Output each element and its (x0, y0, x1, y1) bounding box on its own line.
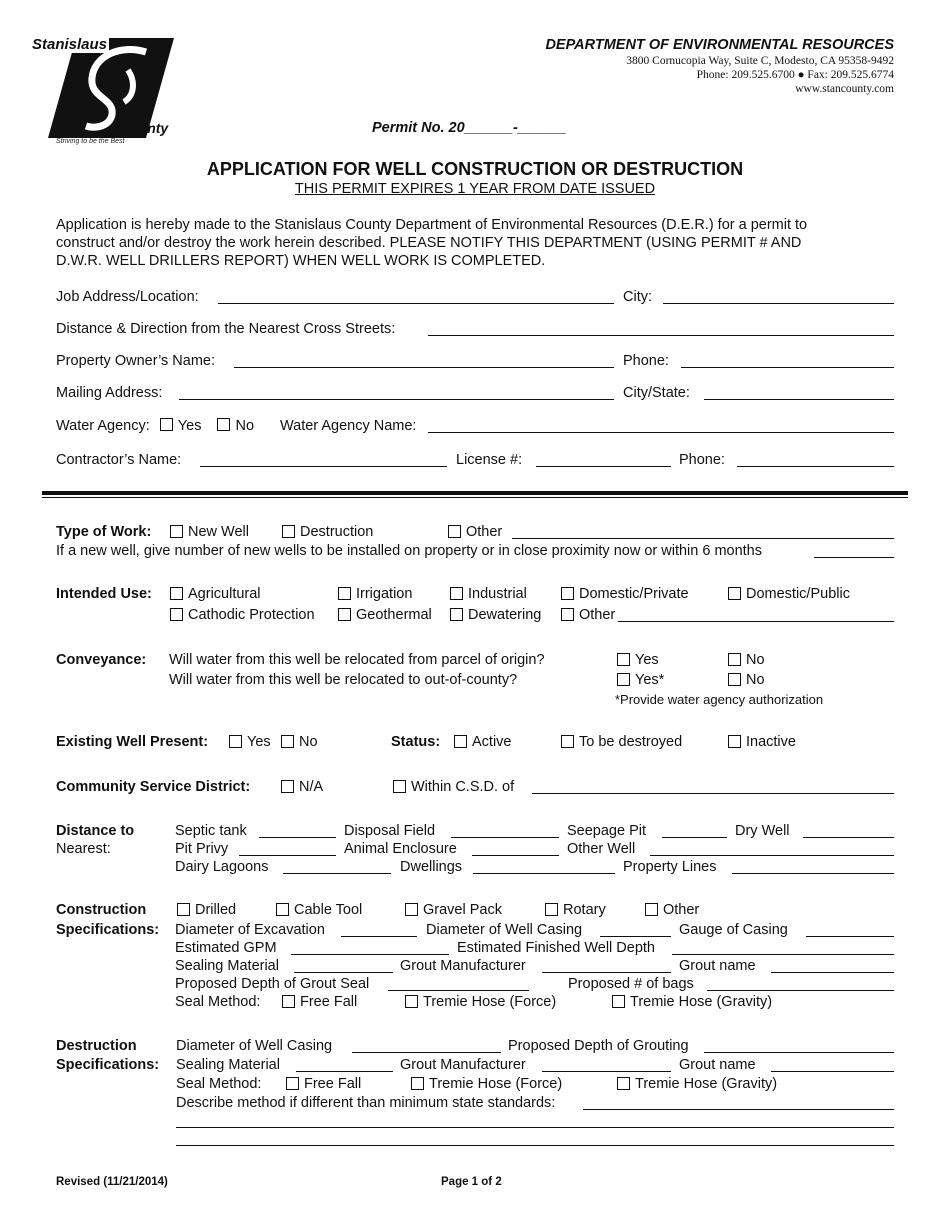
tremie-gravity-checkbox[interactable] (612, 995, 625, 1008)
d-seal-method-label: Seal Method: (176, 1076, 262, 1092)
diam-excavation-field[interactable] (341, 936, 417, 937)
license-label: License #: (456, 452, 523, 468)
department-phone-fax: Phone: 209.525.6700 ● Fax: 209.525.6774 (696, 69, 894, 81)
disposal-label: Disposal Field (344, 823, 436, 839)
grout-manufacturer-field[interactable] (542, 972, 671, 973)
city-label: City: (623, 289, 652, 305)
owner-name-field[interactable] (234, 367, 614, 368)
domestic-public-label: Domestic/Public (746, 586, 850, 602)
construction-label-2: Specifications: (56, 922, 160, 938)
water-agency-no-label: No (235, 418, 255, 434)
est-depth-field[interactable] (672, 954, 894, 955)
dewatering-checkbox[interactable] (450, 608, 463, 621)
existing-well-yes-checkbox[interactable] (229, 735, 242, 748)
diam-excavation-label: Diameter of Excavation (175, 922, 325, 938)
geothermal-label: Geothermal (356, 607, 432, 623)
est-depth-label: Estimated Finished Well Depth (457, 940, 655, 956)
owner-phone-field[interactable] (681, 367, 894, 368)
free-fall-label: Free Fall (300, 994, 358, 1010)
rotary-label: Rotary (563, 902, 606, 918)
geothermal-checkbox[interactable] (338, 608, 351, 621)
diam-casing-label: Diameter of Well Casing (426, 922, 583, 938)
water-agency-name-field[interactable] (428, 432, 894, 433)
proposed-depth-field[interactable] (388, 990, 529, 991)
d-tremie-force-checkbox[interactable] (411, 1077, 424, 1090)
new-well-checkbox[interactable] (170, 525, 183, 538)
gauge-casing-field[interactable] (806, 936, 894, 937)
relocate-county-no-label: No (746, 672, 765, 688)
drilled-label: Drilled (195, 902, 237, 918)
logo-bottom-text: County (120, 120, 169, 136)
d-tremie-force-label: Tremie Hose (Force) (429, 1076, 563, 1092)
construction-other-label: Other (663, 902, 700, 918)
section-divider-thick (42, 491, 908, 495)
proposed-bags-field[interactable] (707, 990, 894, 991)
gravel-pack-checkbox[interactable] (405, 903, 418, 916)
status-active-label: Active (472, 734, 512, 750)
gauge-casing-label: Gauge of Casing (679, 922, 788, 938)
existing-well-no-checkbox[interactable] (281, 735, 294, 748)
d-tremie-gravity-label: Tremie Hose (Gravity) (635, 1076, 778, 1092)
construction-other-checkbox[interactable] (645, 903, 658, 916)
csd-within-label: Within C.S.D. of (411, 779, 515, 795)
d-tremie-gravity-checkbox[interactable] (617, 1077, 630, 1090)
construction-label: Construction (56, 902, 147, 918)
city-state-label: City/State: (623, 385, 690, 401)
d-free-fall-label: Free Fall (304, 1076, 362, 1092)
conveyance-label: Conveyance: (56, 652, 147, 668)
water-agency-yes-label: Yes (177, 418, 202, 434)
d-diam-casing-label: Diameter of Well Casing (176, 1038, 333, 1054)
property-lines-label: Property Lines (623, 859, 717, 875)
conveyance-question-1: Will water from this well be relocated from parcel of origin? (169, 652, 545, 668)
existing-well-yes-label: Yes (247, 734, 271, 750)
seal-method-label: Seal Method: (175, 994, 261, 1010)
csd-na-checkbox[interactable] (281, 780, 294, 793)
dairy-label: Dairy Lagoons (175, 859, 269, 875)
septic-field[interactable] (259, 837, 336, 838)
work-other-field[interactable] (512, 538, 894, 539)
domestic-public-checkbox[interactable] (728, 587, 741, 600)
distance-label-2: Nearest: (56, 841, 111, 857)
relocate-county-yes-checkbox[interactable] (617, 673, 630, 686)
diam-casing-field[interactable] (600, 936, 671, 937)
distance-label: Distance to (56, 823, 135, 839)
d-sealing-material-label: Sealing Material (176, 1057, 280, 1073)
form-title: APPLICATION FOR WELL CONSTRUCTION OR DESTRUCTION (206, 159, 744, 179)
relocate-parcel-no-checkbox[interactable] (728, 653, 741, 666)
describe-method-label: Describe method if different than minimum state standards: (176, 1095, 556, 1111)
work-other-checkbox[interactable] (448, 525, 461, 538)
irrigation-label: Irrigation (356, 586, 413, 602)
csd-na-label: N/A (299, 779, 324, 795)
status-inactive-checkbox[interactable] (728, 735, 741, 748)
seepage-field[interactable] (662, 837, 727, 838)
existing-well-no-label: No (299, 734, 318, 750)
water-agency-name-label: Water Agency Name: (280, 418, 417, 434)
relocate-county-no-checkbox[interactable] (728, 673, 741, 686)
logo-top-text: Stanislaus (32, 36, 108, 53)
domestic-private-checkbox[interactable] (561, 587, 574, 600)
use-other-checkbox[interactable] (561, 608, 574, 621)
distance-direction-field[interactable] (428, 335, 894, 336)
other-well-field[interactable] (650, 855, 894, 856)
job-address-label: Job Address/Location: (56, 289, 199, 305)
water-agency-yes-checkbox[interactable] (160, 418, 173, 431)
new-well-label: New Well (188, 524, 249, 540)
destruction-spec-label: Destruction (56, 1038, 137, 1054)
conveyance-note: *Provide water agency authorization (615, 692, 824, 707)
dwellings-field[interactable] (473, 873, 615, 874)
sealing-material-field[interactable] (294, 972, 393, 973)
describe-method-line-3[interactable] (176, 1145, 894, 1146)
irrigation-checkbox[interactable] (338, 587, 351, 600)
describe-method-field[interactable] (583, 1109, 894, 1110)
water-agency-label: Water Agency: (56, 418, 150, 434)
tremie-force-checkbox[interactable] (405, 995, 418, 1008)
cathodic-label: Cathodic Protection (188, 607, 315, 623)
owner-name-label: Property Owner’s Name: (56, 353, 216, 369)
status-active-checkbox[interactable] (454, 735, 467, 748)
pit-privy-label: Pit Privy (175, 841, 229, 857)
mailing-address-field[interactable] (179, 399, 614, 400)
septic-label: Septic tank (175, 823, 247, 839)
agricultural-checkbox[interactable] (170, 587, 183, 600)
describe-method-line-2[interactable] (176, 1127, 894, 1128)
logo-tagline: Striving to be the Best (56, 138, 125, 145)
drilled-checkbox[interactable] (177, 903, 190, 916)
contractor-name-label: Contractor’s Name: (56, 452, 182, 468)
distance-direction-label: Distance & Direction from the Nearest Cross Streets: (56, 321, 396, 337)
est-gpm-field[interactable] (291, 954, 449, 955)
use-other-field[interactable] (618, 621, 894, 622)
license-field[interactable] (536, 466, 671, 467)
destruction-label: Destruction (300, 524, 374, 540)
city-field[interactable] (663, 303, 894, 304)
owner-phone-label: Phone: (623, 353, 669, 369)
disposal-field[interactable] (451, 837, 559, 838)
contractor-phone-field[interactable] (737, 466, 894, 467)
d-grout-name-field[interactable] (771, 1071, 894, 1072)
free-fall-checkbox[interactable] (282, 995, 295, 1008)
section-divider-thin (42, 497, 908, 498)
intro-line-2: construct and/or destroy the work herein described. PLEASE NOTIFY THIS DEPARTMENT (USING PERMIT # AND (56, 235, 802, 251)
animal-label: Animal Enclosure (344, 841, 457, 857)
est-gpm-label: Estimated GPM (175, 940, 277, 956)
department-name: DEPARTMENT OF ENVIRONMENTAL RESOURCES (545, 37, 894, 53)
status-destroy-checkbox[interactable] (561, 735, 574, 748)
status-destroy-label: To be destroyed (579, 734, 683, 750)
type-of-work-label: Type of Work: (56, 524, 152, 540)
water-agency-row (56, 418, 254, 434)
destruction-checkbox[interactable] (282, 525, 295, 538)
domestic-private-label: Domestic/Private (579, 586, 689, 602)
intended-use-label: Intended Use: (56, 586, 152, 602)
department-website[interactable]: www.stancounty.com (795, 83, 894, 95)
mailing-address-label: Mailing Address: (56, 385, 163, 401)
water-agency-no-checkbox[interactable] (217, 418, 230, 431)
d-proposed-depth-label: Proposed Depth of Grouting (508, 1038, 689, 1054)
cathodic-checkbox[interactable] (170, 608, 183, 621)
d-grout-manufacturer-label: Grout Manufacturer (400, 1057, 526, 1073)
industrial-checkbox[interactable] (450, 587, 463, 600)
agricultural-label: Agricultural (188, 586, 261, 602)
d-sealing-material-field[interactable] (296, 1071, 393, 1072)
status-label: Status: (391, 734, 441, 750)
d-diam-casing-field[interactable] (352, 1052, 501, 1053)
cable-tool-label: Cable Tool (294, 902, 363, 918)
tremie-force-label: Tremie Hose (Force) (423, 994, 557, 1010)
existing-well-label: Existing Well Present: (56, 734, 209, 750)
proposed-depth-label: Proposed Depth of Grout Seal (175, 976, 370, 992)
intro-line-1: Application is hereby made to the Stanislaus County Department of Environmental Resources (D.E.R.) for a permit to (56, 217, 808, 233)
csd-within-checkbox[interactable] (393, 780, 406, 793)
pit-privy-field[interactable] (239, 855, 336, 856)
d-proposed-depth-field[interactable] (704, 1052, 894, 1053)
status-inactive-label: Inactive (746, 734, 796, 750)
d-free-fall-checkbox[interactable] (286, 1077, 299, 1090)
new-wells-note: If a new well, give number of new wells to be installed on property or in close proximity now or within 6 months (56, 543, 762, 559)
contractor-phone-label: Phone: (679, 452, 725, 468)
relocate-parcel-yes-label: Yes (635, 652, 659, 668)
dwellings-label: Dwellings (400, 859, 463, 875)
destruction-spec-label-2: Specifications: (56, 1057, 160, 1073)
property-lines-field[interactable] (732, 873, 894, 874)
animal-field[interactable] (472, 855, 559, 856)
conveyance-question-2: Will water from this well be relocated to out-of-county? (169, 672, 518, 688)
grout-name-label: Grout name (679, 958, 756, 974)
relocate-county-yes-label: Yes* (635, 672, 665, 688)
d-grout-name-label: Grout name (679, 1057, 756, 1073)
csd-within-field[interactable] (532, 793, 894, 794)
work-other-label: Other (466, 524, 503, 540)
seepage-label: Seepage Pit (567, 823, 647, 839)
dairy-field[interactable] (283, 873, 391, 874)
new-wells-count-field[interactable] (814, 557, 894, 558)
county-logo (28, 34, 178, 148)
permit-number: Permit No. 20______-______ (372, 120, 567, 136)
dry-well-label: Dry Well (735, 823, 790, 839)
sealing-material-label: Sealing Material (175, 958, 279, 974)
dry-well-field[interactable] (803, 837, 894, 838)
grout-name-field[interactable] (771, 972, 894, 973)
city-state-field[interactable] (704, 399, 894, 400)
industrial-label: Industrial (468, 586, 527, 602)
department-address: 3800 Cornucopia Way, Suite C, Modesto, CA 95358-9492 (626, 55, 894, 67)
intro-line-3: D.W.R. WELL DRILLERS REPORT) WHEN WELL WORK IS COMPLETED. (56, 253, 546, 269)
gravel-pack-label: Gravel Pack (423, 902, 502, 918)
form-subtitle: THIS PERMIT EXPIRES 1 YEAR FROM DATE ISSUED (294, 181, 656, 197)
tremie-gravity-label: Tremie Hose (Gravity) (630, 994, 773, 1010)
proposed-bags-label: Proposed # of bags (568, 976, 694, 992)
d-grout-manufacturer-field[interactable] (542, 1071, 671, 1072)
relocate-parcel-yes-checkbox[interactable] (617, 653, 630, 666)
use-other-label: Other (579, 607, 616, 623)
job-address-field[interactable] (218, 303, 614, 304)
grout-manufacturer-label: Grout Manufacturer (400, 958, 526, 974)
contractor-name-field[interactable] (200, 466, 447, 467)
revised-date: Revised (11/21/2014) (56, 1176, 168, 1188)
page-number: Page 1 of 2 (441, 1176, 502, 1188)
dewatering-label: Dewatering (468, 607, 542, 623)
cable-tool-checkbox[interactable] (276, 903, 289, 916)
other-well-label: Other Well (567, 841, 636, 857)
csd-label: Community Service District: (56, 779, 251, 795)
rotary-checkbox[interactable] (545, 903, 558, 916)
relocate-parcel-no-label: No (746, 652, 765, 668)
